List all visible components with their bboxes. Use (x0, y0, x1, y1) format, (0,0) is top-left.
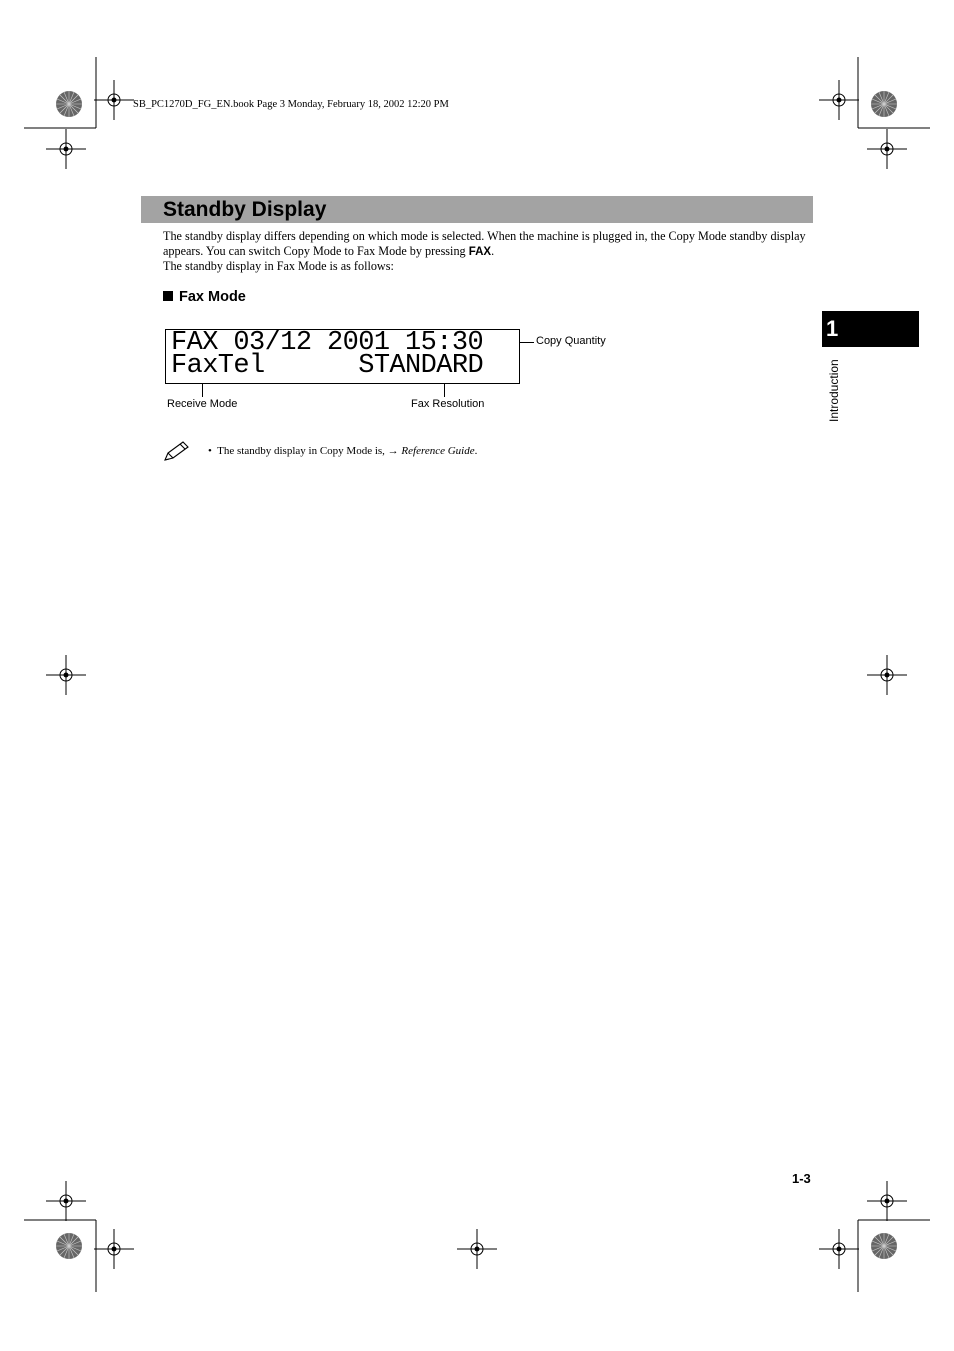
note-text-end: . (474, 445, 478, 457)
note-text-part: The standby display in Copy Mode is, → (217, 445, 402, 457)
intro-text-end: . (491, 243, 495, 258)
square-bullet-icon (163, 291, 173, 301)
fax-resolution-leader (444, 383, 445, 397)
intro-paragraph-2: The standby display in Fax Mode is as follows: (163, 259, 394, 273)
receive-mode-label: Receive Mode (167, 398, 238, 410)
lcd-display (165, 329, 520, 384)
copy-quantity-label: Copy Quantity (536, 335, 606, 347)
intro-text (163, 229, 813, 274)
fax-key-label: FAX (468, 245, 492, 258)
note-pencil-icon (163, 440, 191, 467)
lcd-line-1: FAX 03/12 2001 15:30 (171, 328, 484, 358)
section-title: Standby Display (163, 198, 327, 221)
fax-resolution-label: Fax Resolution (411, 398, 485, 410)
receive-mode-leader (202, 383, 203, 397)
reference-guide-link: Reference Guide (401, 445, 475, 457)
note-text (208, 445, 477, 457)
file-info-header: SB_PC1270D_FG_EN.book Page 3 Monday, February 18, 2002 12:20 PM (133, 99, 449, 110)
chapter-name-vertical: Introduction (827, 359, 841, 422)
intro-text-part: The standby display differs depending on which mode is selected. When the machine is plugged in, the Copy Mode standby display appears. You can switch Copy Mode to Fax Mode by pressing (163, 229, 806, 258)
lcd-line-2: FaxTel STANDARD (171, 351, 484, 381)
page-number: 1-3 (792, 1171, 811, 1186)
intro-paragraph (163, 229, 813, 259)
note-bullet: • (208, 445, 212, 457)
chapter-tab: 1 (822, 311, 919, 347)
fax-mode-heading (163, 289, 246, 305)
copy-quantity-leader (520, 342, 534, 343)
fax-mode-heading-text: Fax Mode (179, 289, 246, 305)
